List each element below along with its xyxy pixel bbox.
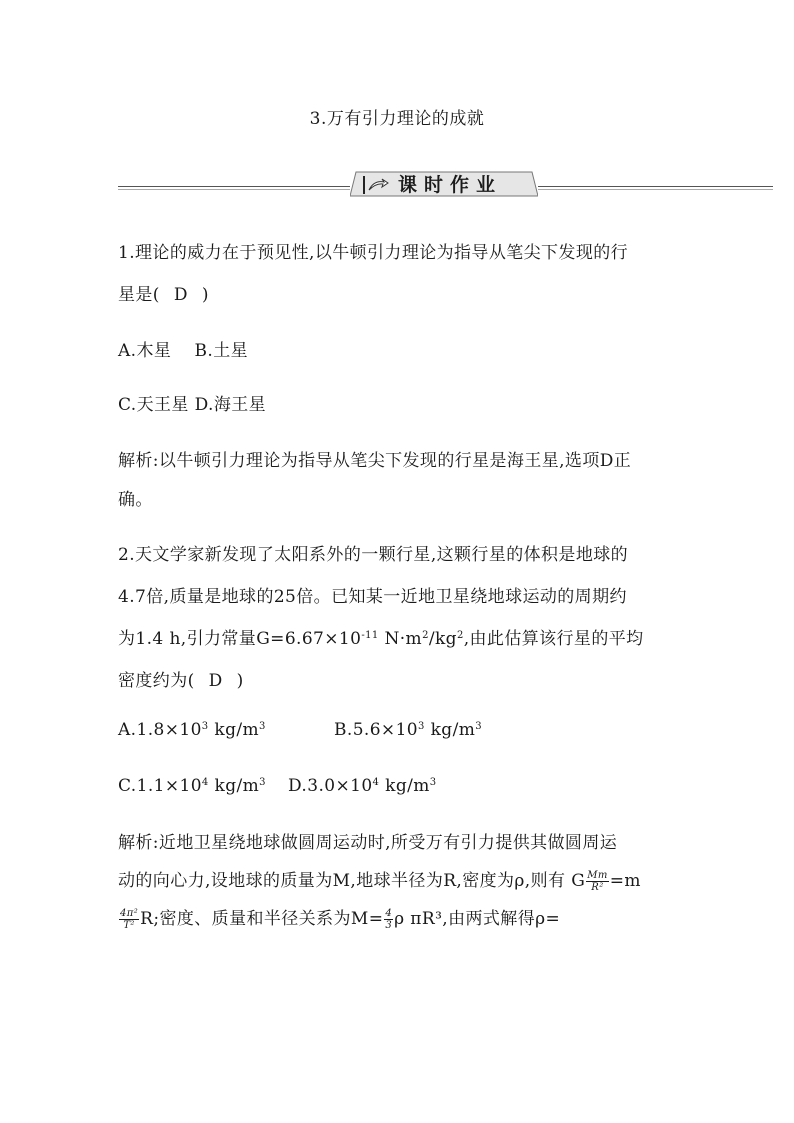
q2-option-c: $C.1.1\times 10^4$ $kg/m^3$	[118, 776, 266, 796]
q2-analysis-line3: $\frac{\text{4π²}}{\text{T²}}$ R;密度、质量和半径关系为M= $\frac{4}{3}$ ρ πR³,由两式解得ρ=	[120, 907, 561, 931]
q1-answer: D	[173, 285, 188, 305]
fraction-4pi2-t2: $\frac{\text{4π²}}{\text{T²}}$	[120, 907, 139, 931]
q2-answer: D	[208, 671, 223, 691]
banner-label: 课时作业	[398, 174, 503, 196]
banner-rule-left-thin	[118, 189, 350, 190]
banner-rule-right	[538, 186, 773, 187]
q1-analysis-line2: 确。	[118, 490, 153, 510]
section-banner	[118, 170, 773, 200]
q2-stem-line2: 4.7倍,质量是地球的25倍。已知某一近地卫星绕地球运动的周期约	[118, 587, 627, 607]
q1-stem-line1: 1.理论的威力在于预见性,以牛顿引力理论为指导从笔尖下发现的行	[118, 243, 629, 263]
q1-analysis-line1: 解析:以牛顿引力理论为指导从笔尖下发现的行星是海王星,选项D正	[118, 451, 632, 471]
q2-stem-line4: 密度约为( D )	[118, 671, 244, 691]
banner-rule-left	[118, 186, 350, 187]
q2-option-a: $A.1.8\times 10^3$ $kg/m^3$	[118, 720, 266, 740]
fraction-4-3: $\frac{4}{3}$	[385, 907, 393, 931]
q1-options-cd: C.天王星 D.海王星	[118, 395, 267, 415]
banner-rule-right-thin	[538, 189, 773, 190]
q2-option-d: $D.3.0\times 10^4$ $kg/m^3$	[288, 776, 437, 796]
banner-badge	[350, 170, 538, 196]
q2-stem-line1: 2.天文学家新发现了太阳系外的一颗行星,这颗行星的体积是地球的	[118, 545, 629, 565]
q1-stem-line2: 星是( D )	[118, 285, 209, 305]
q2-stem-line3: 为1.4 h,引力常量$G=6.67\times 10^{-11}$ $N\cdot m^2/kg^2$,由此估算该行星的平均	[118, 629, 644, 649]
q2-analysis-line1: 解析:近地卫星绕地球做圆周运动时,所受万有引力提供其做圆周运	[118, 833, 618, 853]
page-title: 3.万有引力理论的成就	[309, 109, 485, 129]
q1-options-ab: A.木星 B.土星	[118, 341, 248, 361]
q2-option-b: $B.5.6\times 10^3$ $kg/m^3$	[334, 720, 482, 740]
q2-analysis-line2: 动的向心力,设地球的质量为M,地球半径为R,密度为ρ,则有 G $\frac{Mm}{\text{R²}}$ =m	[118, 869, 641, 893]
fraction-mm-r2: $\frac{Mm}{\text{R²}}$	[587, 869, 608, 893]
